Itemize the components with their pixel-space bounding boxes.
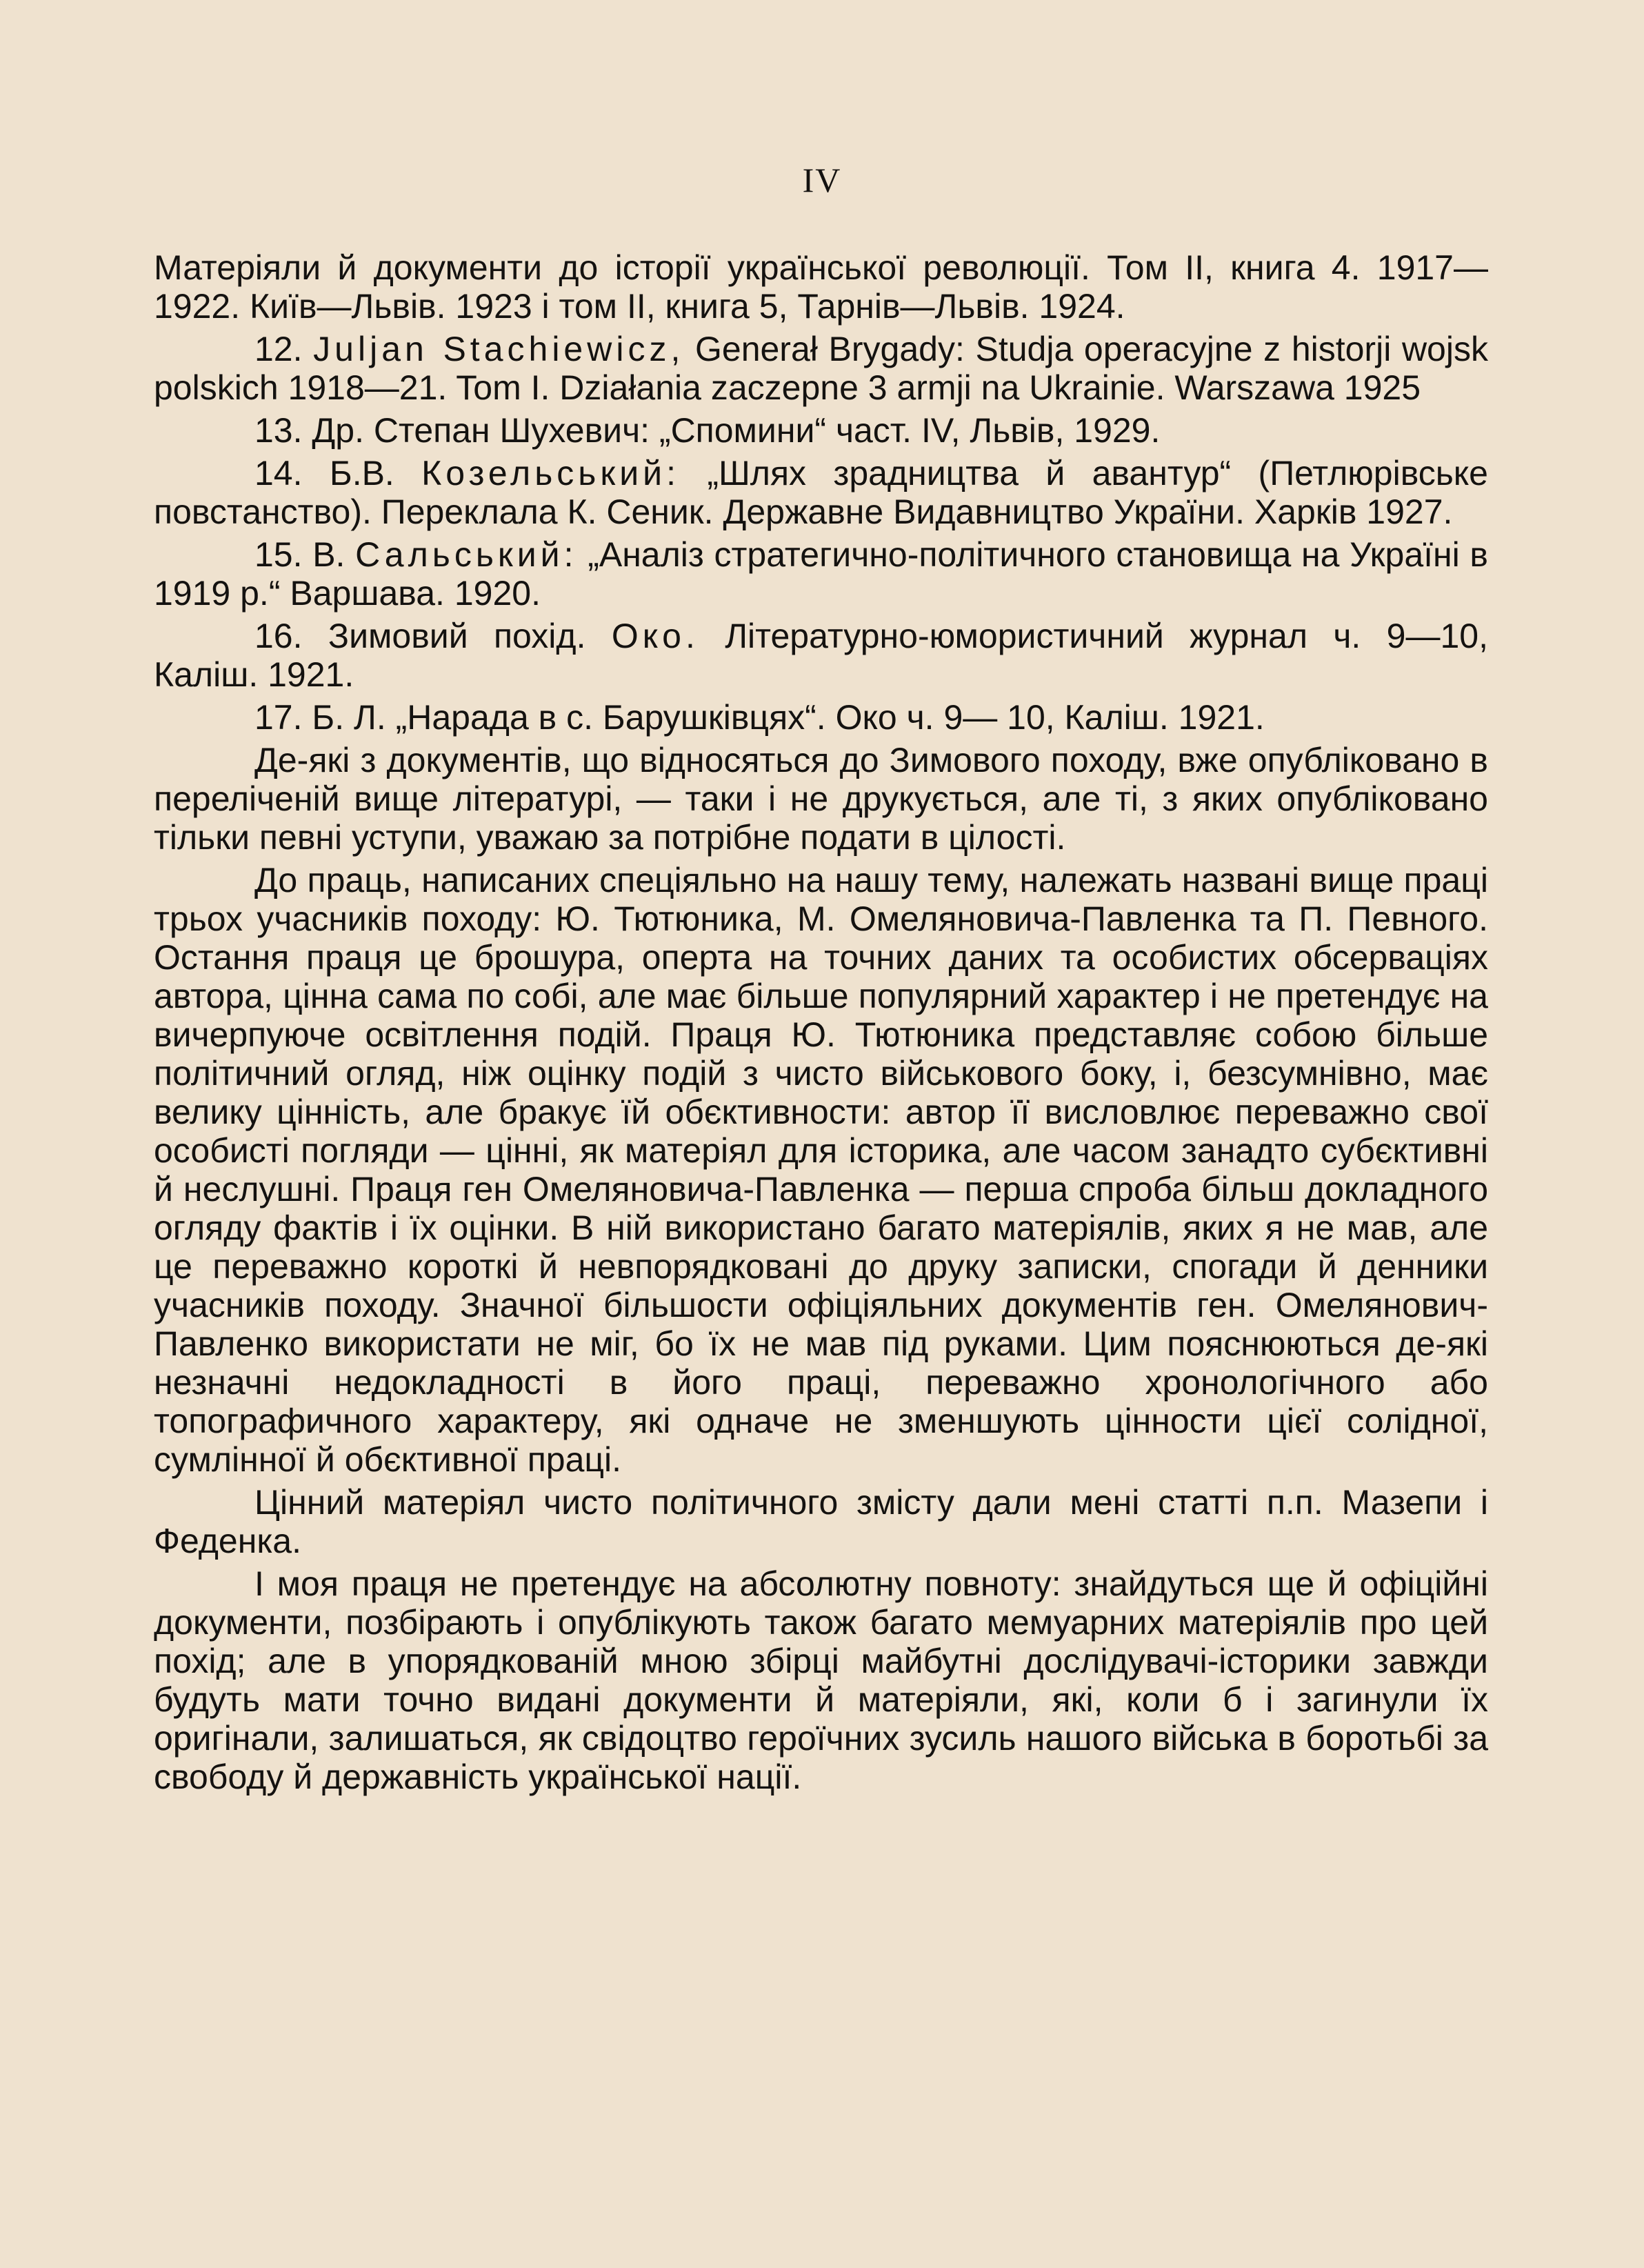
paragraph-related-works: До праць, написаних спеціяльно на нашу тему, належать названі вище праці трьох учасників походу: Ю. Тютюника, М. Омеляновича-Павленка та П. Певного. Остання праця це брошура, оперта на точних даних та особистих обсерваціях автора, цінна сама по собі, але має більше популярний характер і не претендує на вичерпуюче освітлення подій. Праця Ю. Тютюника представляє собою більше політичний огляд, ніж оцінку подій з чисто військового боку, і, безсумнівно, має велику цінність, але бракує їй обєктивности: автор її висловлює переважно свої особисті погляди — цінні, як матеріял для історика, але часом занадто субєктивні й неслушні. Праця ген Омеляновича-Павленка — перша спроба більш докладного огляду фактів і їх оцінки. В ній використано багато матеріялів, яких я не мав, але це переважно короткі й невпорядковані до друку записки, спогади й денники учасників походу. Значної більшости офіціяльних документів ген. Омелянович-Павленко використати не міг, бо їх не мав під руками. Цим пояснюються де-які незначні недокладності в його праці, переважно хронологічного або топографичного характеру, які одначе не зменшують цінности цієї солідної, сумлінної й обєктивної праці. — [154, 861, 1488, 1479]
item-number: 14. — [254, 454, 303, 493]
page-body — [154, 248, 1488, 1796]
bibliography-item-16 — [154, 617, 1488, 694]
paragraph-completeness: І моя праця не претендує на абсолютну повноту: знайдуться ще й офіційні документи, позбірають і опублікують також багато мемуарних матеріялів про цей похід; але в упорядкованій мною збірці майбутні дослідувачі-історики завжди будуть мати точно видані документи й матеріяли, які, коли б і загинули їх оригінали, залишаться, як свідоцтво героїчних зусиль нашого війська в боротьбі за свободу й державність української нації. — [154, 1564, 1488, 1796]
page-number: IV — [802, 161, 842, 199]
item-text: Др. Степан Шухевич: „Спомини“ част. IV, Львів, 1929. — [312, 411, 1161, 450]
item-text: „Шлях зрадництва й авантур“ (Петлюрівське повстанство). Переклала К. Сеник. Державне Видавництво України. Харків 1927. — [154, 454, 1488, 531]
item-prefix: Б.В. — [329, 454, 422, 493]
item-prefix: Зимовий похід. — [328, 617, 612, 655]
item-number: 13. — [254, 411, 303, 450]
item-prefix: В. — [312, 535, 356, 574]
bibliography-item-17 — [154, 698, 1488, 737]
item-author: Сальський: — [355, 535, 578, 574]
item-text: Літературно-юмористичний журнал ч. 9—10, Каліш. 1921. — [154, 617, 1488, 694]
item-number: 15. — [254, 535, 303, 574]
bibliography-item-14 — [154, 454, 1488, 531]
bibliography-item-13 — [154, 411, 1488, 450]
item-number: 12. — [254, 330, 303, 368]
item-number: 17. — [254, 698, 303, 737]
item-author: Juljan Stachiewicz, — [313, 330, 685, 368]
item-author: Козельський: — [421, 454, 680, 493]
paragraph-political-material: Цінний матеріял чисто політичного змісту дали мені статті п.п. Мазепи і Феденка. — [154, 1483, 1488, 1560]
item-author: Око. — [611, 617, 699, 655]
item-text: Generał Brygady: Studja operacyjne z historji wojsk polskich 1918—21. Tom I. Działania zaczepne 3 armji na Ukrainie. Warszawa 1925 — [154, 330, 1488, 407]
bibliography-item-15 — [154, 535, 1488, 613]
bibliography-continuation: Матеріяли й документи до історії української революції. Том II, книга 4. 1917—1922. Київ—Львів. 1923 і том II, книга 5, Тарнів—Львів. 1924. — [154, 248, 1488, 326]
item-text: Б. Л. „Нарада в с. Барушківцях“. Око ч. 9— 10, Каліш. 1921. — [312, 698, 1265, 737]
item-text: „Аналіз стратегично-політичного становища на Україні в 1919 р.“ Варшава. 1920. — [154, 535, 1488, 613]
paragraph-published-documents: Де-які з документів, що відносяться до Зимового походу, вже опубліковано в переліченій вище літературі, — таки і не друкується, але ті, з яких опубліковано тільки певні уступи, уважаю за потрібне подати в цілості. — [154, 741, 1488, 857]
bibliography-item-12 — [154, 330, 1488, 407]
item-number: 16. — [254, 617, 303, 655]
